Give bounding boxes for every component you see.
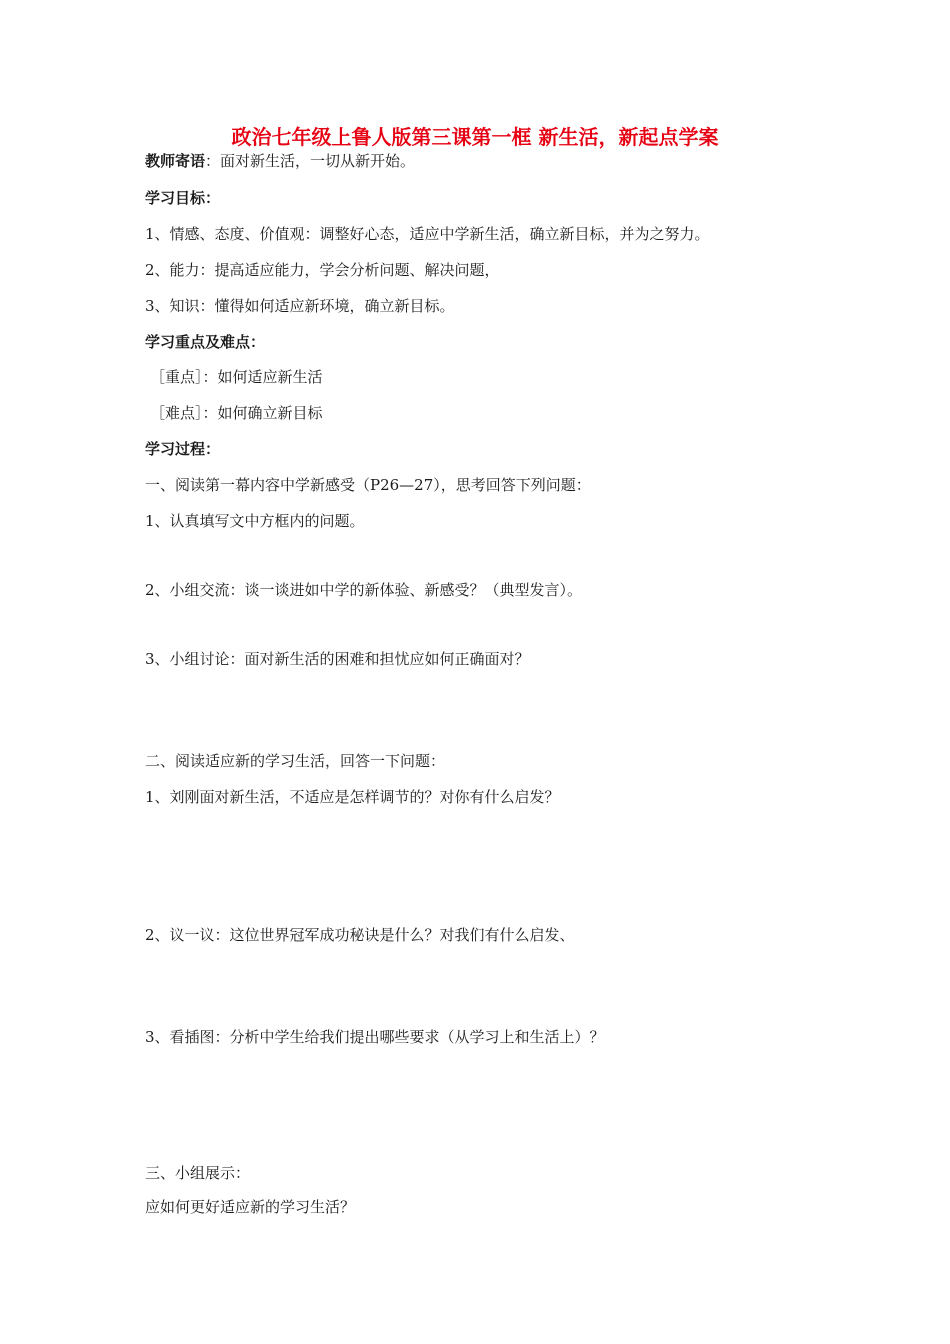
teacher-message-text: ：面对新生活，一切从新开始。: [205, 152, 416, 170]
teacher-message: [145, 150, 415, 172]
goal-item-2: 2、能力：提高适应能力，学会分析问题、解决问题，: [145, 261, 500, 279]
part1-question-2: 2、小组交流：谈一谈进如中学的新体验、新感受？（典型发言）。: [145, 581, 583, 599]
goal-item-3: 3、知识：懂得如何适应新环境，确立新目标。: [145, 297, 455, 315]
teacher-message-label: 教师寄语: [145, 152, 206, 170]
part1-question-3: 3、小组讨论：面对新生活的困难和担忧应如何正确面对？: [145, 650, 530, 668]
part2-question-1: 1、刘刚面对新生活，不适应是怎样调节的？对你有什么启发？: [145, 788, 560, 806]
part3-question-1: 应如何更好适应新的学习生活？: [145, 1198, 356, 1216]
key-point-item-1: ［重点］：如何适应新生活: [150, 368, 323, 386]
key-point-item-2: ［难点］：如何确立新目标: [150, 404, 323, 422]
part2-intro: 二、阅读适应新的学习生活，回答一下问题：: [145, 752, 446, 770]
document-title: 政治七年级上鲁人版第三课第一框 新生活，新起点学案: [231, 125, 719, 149]
goal-item-1: 1、情感、态度、价值观：调整好心态，适应中学新生活，确立新目标，并为之努力。: [145, 225, 710, 243]
part3-intro: 三、小组展示：: [145, 1164, 251, 1182]
key-points-heading: 学习重点及难点：: [145, 333, 266, 351]
goals-heading: 学习目标：: [145, 189, 221, 207]
part2-question-3: 3、看插图：分析中学生给我们提出哪些要求（从学习上和生活上）？: [145, 1028, 605, 1046]
part1-question-1: 1、认真填写文中方框内的问题。: [145, 512, 365, 530]
part2-question-2: 2、议一议：这位世界冠军成功秘诀是什么？对我们有什么启发、: [145, 926, 575, 944]
part1-intro: 一、阅读第一幕内容中学新感受（P26—27），思考回答下列问题：: [145, 476, 591, 494]
process-heading: 学习过程：: [145, 440, 221, 458]
